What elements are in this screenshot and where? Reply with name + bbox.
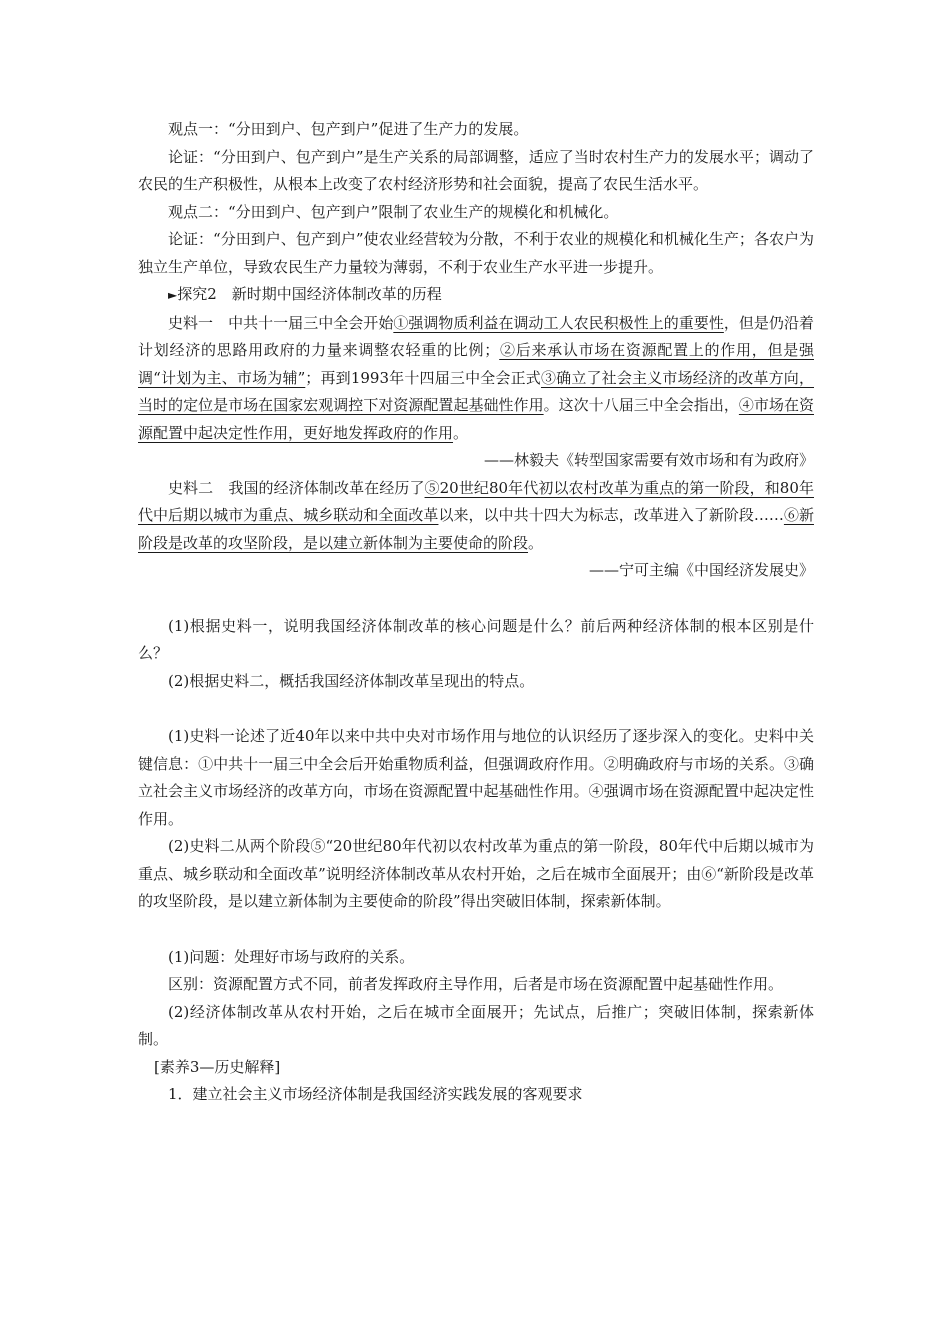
material-1-lead: 史料一 中共十一届三中全会开始 [168,313,394,332]
material-2 [138,475,814,558]
material-2-lead: 史料二 我国的经济体制改革在经历了 [168,478,425,497]
material-1-text-4: 。 [453,423,469,442]
material-1-text-2: ；再到1993年十四届三中全会正式 [305,368,541,387]
material-2-underline-6: ⑥新阶段是改革的攻坚阶段，是以建立新体制为主要使命的阶段 [138,506,814,552]
material-1-underline-4: ④市场在资源配置中起决定性作用，更好地发挥政府的作用 [138,396,814,442]
viewpoint-2-title: 观点二：“分田到户、包产到户”限制了农业生产的规模化和机械化。 [168,202,619,221]
inquiry-heading [138,281,814,310]
viewpoint-1-title: 观点一：“分田到户、包产到户”促进了生产力的发展。 [168,120,529,138]
material-1 [138,310,814,448]
inquiry-title: 探究2 新时期中国经济体制改革的历程 [177,285,442,303]
answer-2: (2)经济体制改革从农村开始，之后在城市全面展开；先试点，后推广；突破旧体制，探索新体制。 [138,1002,814,1048]
material-2-text-6: 。 [528,533,544,552]
triangle-arrow-icon: ► [168,288,178,302]
literacy-item-1: 1．建立社会主义市场经济体制是我国经济实践发展的客观要求 [168,1085,583,1103]
material-2-source: ——宁可主编《中国经济发展史》 [588,561,814,579]
question-2: (2)根据史料二，概括我国经济体制改革呈现出的特点。 [168,671,535,690]
material-1-text-1: ，但是仍沿着计划经济的思路用政府的力量来调整农轻重的比例； [138,313,814,359]
viewpoint-2-argument: 论证：“分田到户、包产到户”使农业经营较为分散，不利于农业的规模化和机械化生产；各农户为独立生产单位，导致农民生产力量较为薄弱，不利于农业生产水平进一步提升。 [138,230,814,276]
material-2-underline-5: ⑤20世纪80年代初以农村改革为重点的第一阶段，和80年代中后期以城市为重点、城乡联动和全面改革 [138,478,814,524]
material-1-text-3: 。这次十八届三中全会指出， [543,396,739,414]
material-1-underline-1: ①强调物质利益在调动工人农民积极性上的重要性 [393,313,724,332]
material-1-underline-3: ③确立了社会主义市场经济的改革方向，当时的定位是市场在国家宏观调控下对资源配置起基础性作用 [138,368,814,414]
material-2-text-5: 以来，以中共十四大为标志，改革进入了新阶段…… [438,506,784,524]
analysis-2: (2)史料二从两个阶段⑤“20世纪80年代初以农村改革为重点的第一阶段，80年代中后期以城市为重点、城乡联动和全面改革”说明经济体制改革从农村开始，之后在城市全面展开；由⑥“新阶段是改革的攻坚阶段，是以建立新体制为主要使命的阶段”得出突破旧体制，探索新体制。 [138,837,814,910]
question-1: (1)根据史料一，说明我国经济体制改革的核心问题是什么？前后两种经济体制的根本区别是什么？ [138,616,814,662]
material-1-source: ——林毅夫《转型国家需要有效市场和有为政府》 [483,451,814,469]
document-body [138,116,814,1109]
literacy-tag: [素养3—历史解释] [154,1057,281,1076]
answer-1-difference: 区别：资源配置方式不同，前者发挥政府主导作用，后者是市场在资源配置中起基础性作用。 [168,975,784,993]
answer-1-issue: (1)问题：处理好市场与政府的关系。 [168,947,415,966]
material-1-underline-2: ②后来承认市场在资源配置上的作用，但是强调“计划为主、市场为辅” [138,341,814,387]
analysis-1: (1)史料一论述了近40年以来中共中央对市场作用与地位的认识经历了逐步深入的变化。史料中关键信息：①中共十一届三中全会后开始重物质利益，但强调政府作用。②明确政府与市场的关系。③确立社会主义市场经济的改革方向，市场在资源配置中起基础性作用。④强调市场在资源配置中起决定性作用。 [138,727,814,828]
viewpoint-1-argument: 论证：“分田到户、包产到户”是生产关系的局部调整，适应了当时农村生产力的发展水平；调动了农民的生产积极性，从根本上改变了农村经济形势和社会面貌，提高了农民生活水平。 [138,147,814,193]
